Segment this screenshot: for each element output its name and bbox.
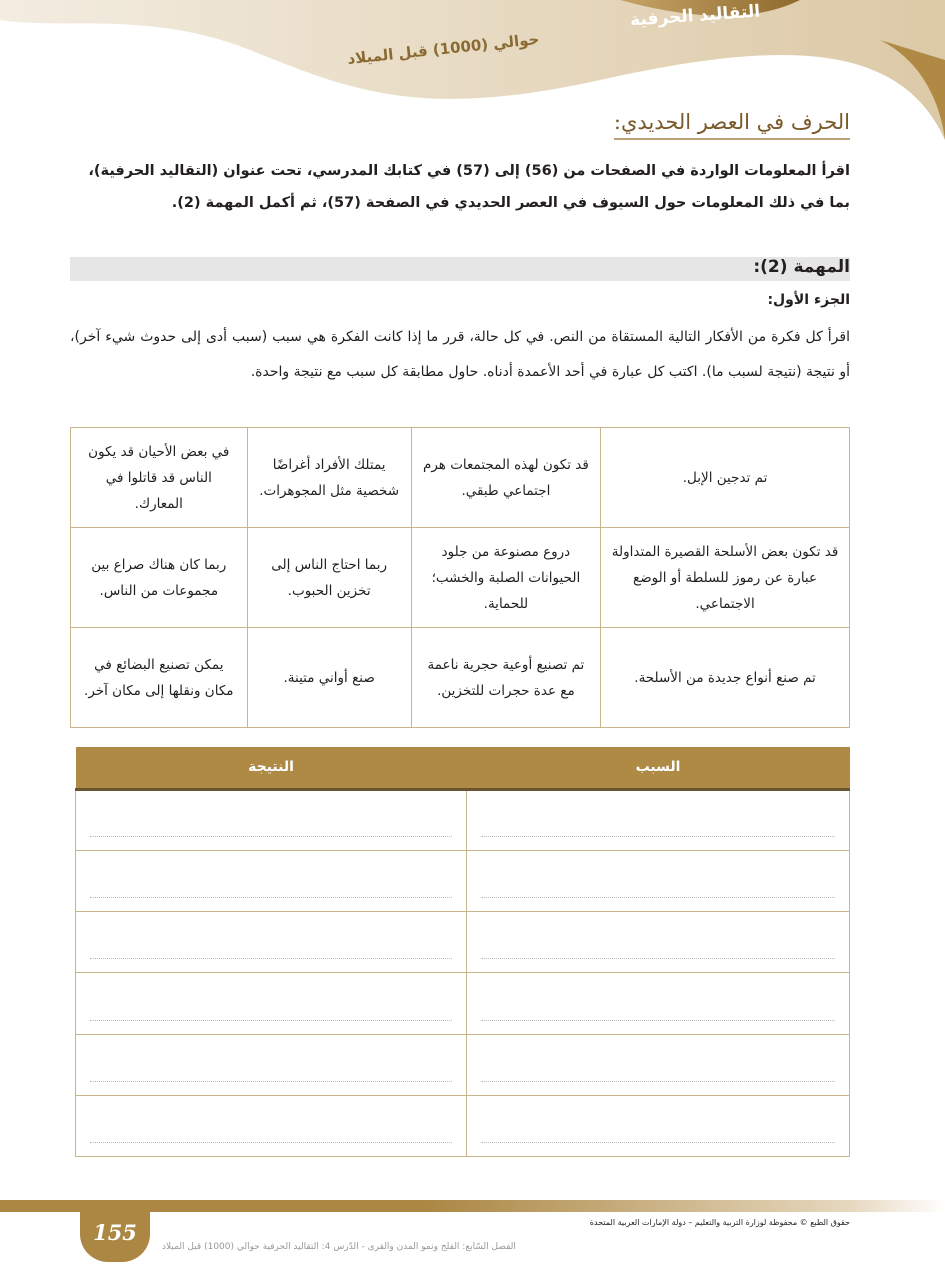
table-row bbox=[76, 850, 850, 911]
table-row bbox=[76, 912, 850, 973]
cause-answer-field[interactable] bbox=[467, 973, 850, 1034]
cause-answer-field[interactable] bbox=[467, 1034, 850, 1095]
idea-cell: يمتلك الأفراد أغراضًا شخصية مثل المجوهرات. bbox=[247, 428, 411, 528]
idea-cell: تم صنع أنواع جديدة من الأسلحة. bbox=[601, 628, 850, 728]
table-row bbox=[76, 1034, 850, 1095]
section-title: الحرف في العصر الحديدي: bbox=[614, 110, 850, 140]
idea-cell: دروع مصنوعة من جلود الحيوانات الصلبة والخشب؛ للحماية. bbox=[411, 528, 600, 628]
chapter-info: الفصل السّابع: الفلج ونمو المدن والقرى - الدّرس 4: التقاليد الحرفية حوالي (1000) قبل الميلاد bbox=[162, 1242, 516, 1252]
task-bar bbox=[70, 257, 850, 281]
task-label: المهمة (2): bbox=[753, 257, 850, 277]
idea-cell: قد تكون بعض الأسلحة القصيرة المتداولة عبارة عن رموز للسلطة أو الوضع الاجتماعي. bbox=[601, 528, 850, 628]
lesson-title-line2: حوالي (1000) قبل الميلاد bbox=[346, 29, 541, 69]
part-label: الجزء الأول: bbox=[767, 292, 850, 308]
idea-cell: في بعض الأحيان قد يكون الناس قد قاتلوا في المعارك. bbox=[71, 428, 248, 528]
lesson-title-line1: التقاليد الحرفية bbox=[629, 1, 761, 31]
effect-answer-field[interactable] bbox=[76, 850, 467, 911]
table-row bbox=[76, 789, 850, 850]
idea-cell: قد تكون لهذه المجتمعات هرم اجتماعي طبقي. bbox=[411, 428, 600, 528]
effect-header: النتيجة bbox=[76, 747, 467, 789]
effect-answer-field[interactable] bbox=[76, 912, 467, 973]
table-row bbox=[71, 428, 850, 528]
table-row bbox=[76, 973, 850, 1034]
cause-answer-field[interactable] bbox=[467, 912, 850, 973]
idea-cell: ربما احتاج الناس إلى تخزين الحبوب. bbox=[247, 528, 411, 628]
page-number: 155 bbox=[80, 1210, 150, 1262]
instructions: اقرأ كل فكرة من الأفكار التالية المستقاة من النص. في كل حالة، قرر ما إذا كانت الفكرة هي سبب (سبب أدى إلى حدوث شيء آخر)، أو نتيجة (نتيجة لسبب ما). اكتب كل عبارة في أحد الأعمدة أدناه. حاول مطابقة كل سبب مع نتيجة واحدة. bbox=[70, 329, 850, 380]
effect-answer-field[interactable] bbox=[76, 973, 467, 1034]
cause-answer-field[interactable] bbox=[467, 1095, 850, 1156]
idea-cell: تم تدجين الإبل. bbox=[601, 428, 850, 528]
cause-answer-field[interactable] bbox=[467, 789, 850, 850]
cause-answer-field[interactable] bbox=[467, 850, 850, 911]
copyright: حقوق الطبع © محفوظة لوزارة التربية والتعليم – دولة الإمارات العربية المتحدة bbox=[589, 1218, 850, 1227]
ideas-table bbox=[70, 427, 850, 728]
effect-answer-field[interactable] bbox=[76, 1095, 467, 1156]
cause-header: السبب bbox=[467, 747, 850, 789]
table-row bbox=[76, 1095, 850, 1156]
idea-cell: تم تصنيع أوعية حجرية ناعمة مع عدة حجرات للتخزين. bbox=[411, 628, 600, 728]
intro-text: اقرأ المعلومات الواردة في الصفحات من (56) إلى (57) في كتابك المدرسي، تحت عنوان (التقاليد الحرفية)، بما في ذلك المعلومات حول السيوف في العصر الحديدي في الصفحة (57)، ثم أكمل المهمة (2). bbox=[88, 163, 850, 211]
table-row bbox=[71, 628, 850, 728]
effect-answer-field[interactable] bbox=[76, 1034, 467, 1095]
idea-cell: يمكن تصنيع البضائع في مكان ونقلها إلى مكان آخر. bbox=[71, 628, 248, 728]
effect-answer-field[interactable] bbox=[76, 789, 467, 850]
idea-cell: ربما كان هناك صراع بين مجموعات من الناس. bbox=[71, 528, 248, 628]
idea-cell: صنع أواني متينة. bbox=[247, 628, 411, 728]
table-row bbox=[71, 528, 850, 628]
cause-effect-table bbox=[75, 747, 850, 1157]
